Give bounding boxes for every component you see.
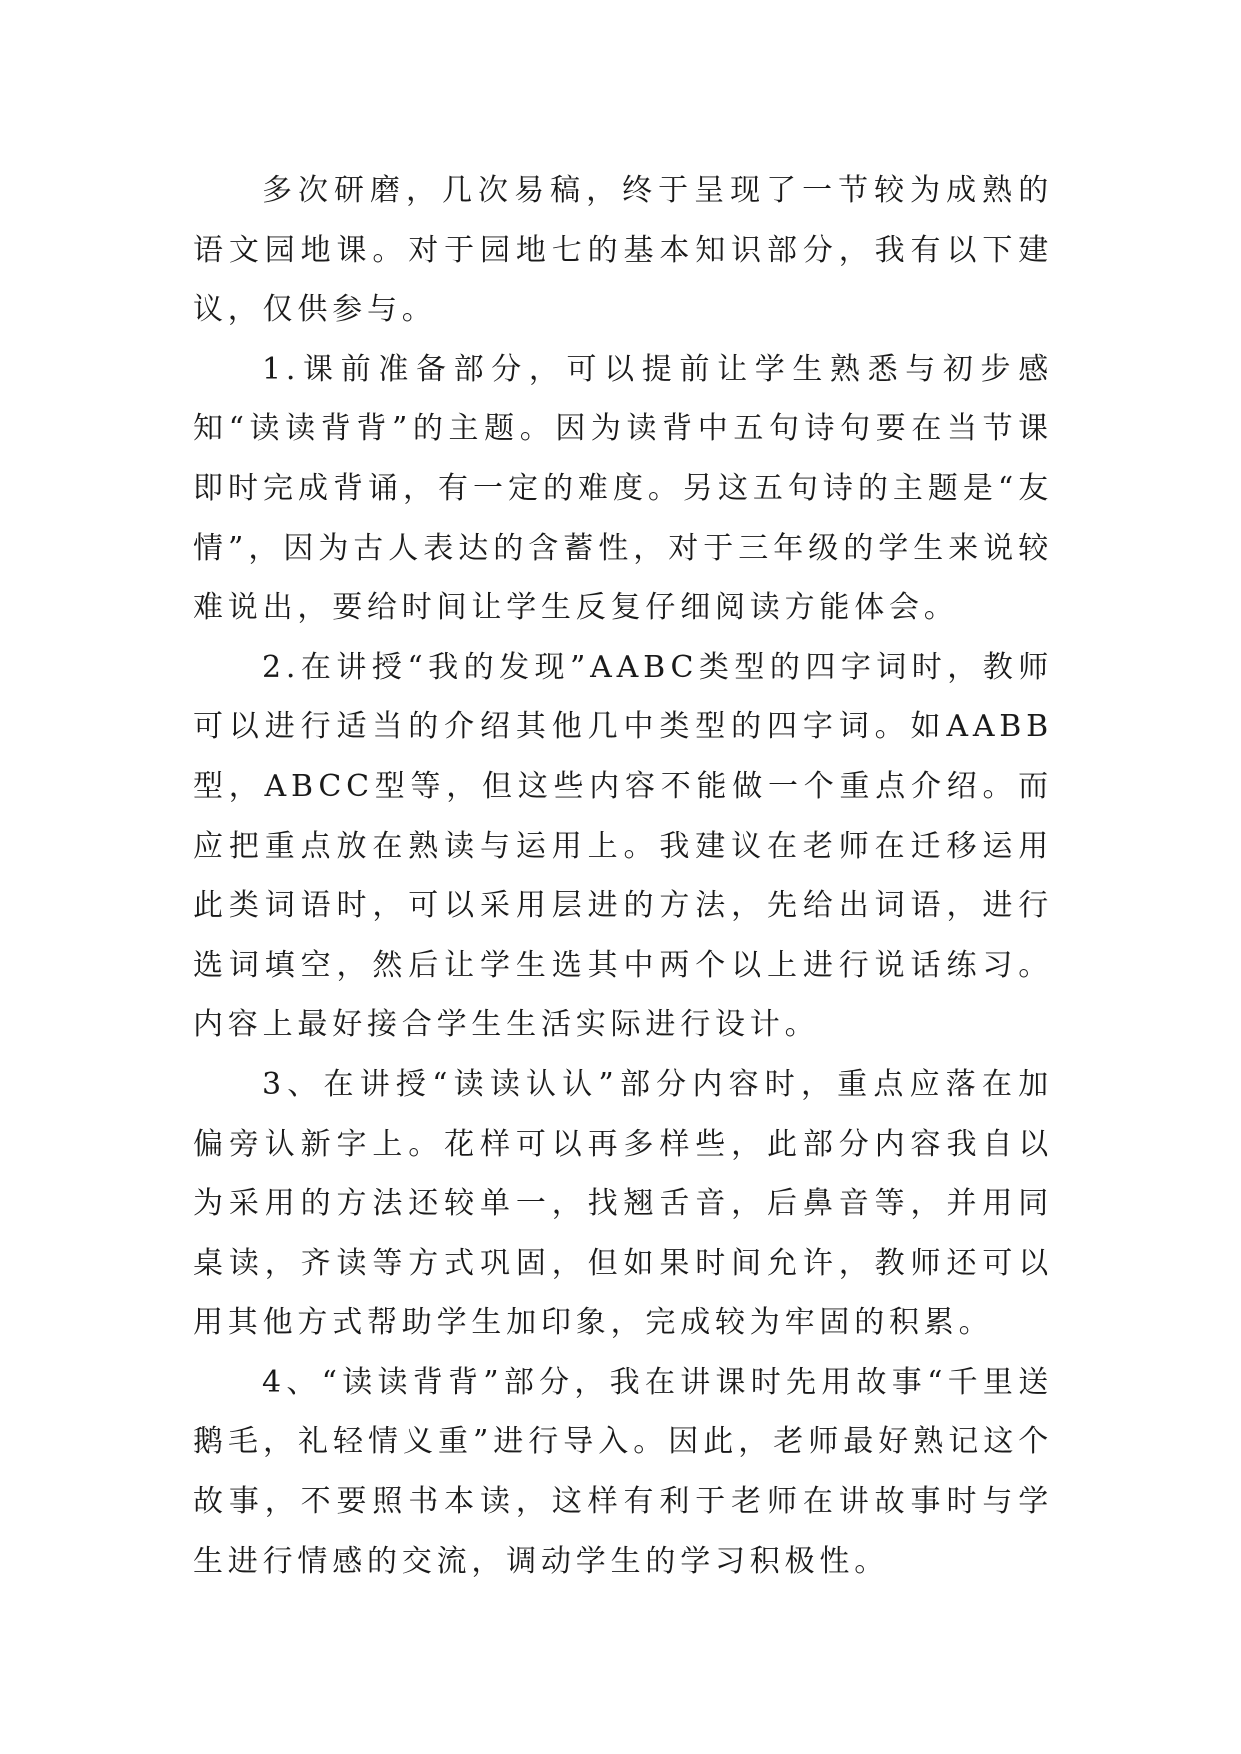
paragraph-point-1: 1.课前准备部分，可以提前让学生熟悉与初步感知“读读背背”的主题。因为读背中五句诗句要在当节课即时完成背诵，有一定的难度。另这五句诗的主题是“友情”，因为古人表达的含蓄性，对于三年级的学生来说较难说出，要给时间让学生反复仔细阅读方能体会。 [193, 351, 1053, 626]
paragraph-point-2: 2.在讲授“我的发现”AABC类型的四字词时，教师可以进行适当的介绍其他几中类型的四字词。如AABB型，ABCC型等，但这些内容不能做一个重点介绍。而应把重点放在熟读与运用上。我建议在老师在迁移运用此类词语时，可以采用层进的方法，先给出词语，进行选词填空，然后让学生选其中两个以上进行说话练习。内容上最好接合学生生活实际进行设计。 [193, 649, 1053, 1043]
paragraph-point-4: 4、“读读背背”部分，我在讲课时先用故事“千里送鹅毛，礼轻情义重”进行导入。因此，老师最好熟记这个故事，不要照书本读，这样有利于老师在讲故事时与学生进行情感的交流，调动学生的学习积极性。 [193, 1364, 1053, 1579]
document-body [193, 161, 1053, 1591]
paragraph-intro: 多次研磨，几次易稿，终于呈现了一节较为成熟的语文园地课。对于园地七的基本知识部分，我有以下建议，仅供参与。 [193, 173, 1053, 328]
paragraph-point-3: 3、在讲授“读读认认”部分内容时，重点应落在加偏旁认新字上。花样可以再多样些，此部分内容我自以为采用的方法还较单一，找翘舌音，后鼻音等，并用同桌读，齐读等方式巩固，但如果时间允许，教师还可以用其他方式帮助学生加印象，完成较为牢固的积累。 [193, 1066, 1053, 1341]
